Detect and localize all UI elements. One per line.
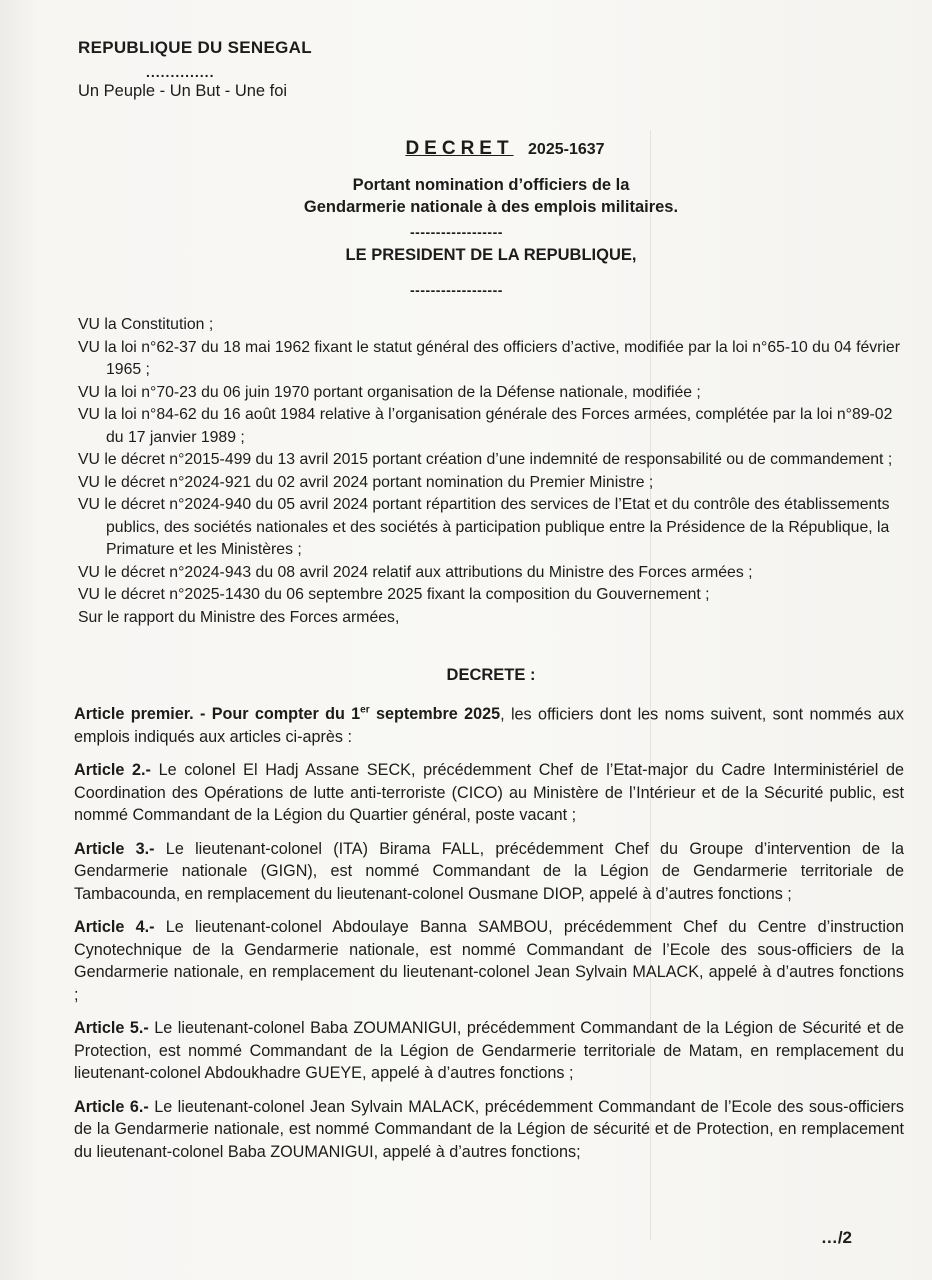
consideration-item: VU le décret n°2024-943 du 08 avril 2024 relatif aux attributions du Ministre des Forces armées ; bbox=[78, 563, 753, 581]
article-5-text: Le lieutenant-colonel Baba ZOUMANIGUI, précédemment Commandant de la Légion de Sécurité et de Protection, est nommé Commandant de la Légion de Gendarmerie territoriale de Matam, en remplacement du lieutenant-colonel Abdoukhadre GUEYE, appelé à d’autres fonctions ; bbox=[74, 1019, 904, 1083]
article-2 bbox=[74, 759, 904, 827]
consideration-item: VU le décret n°2015-499 du 13 avril 2015 portant création d’une indemnité de responsabilité ou de commandement ; bbox=[78, 451, 893, 468]
article-6-text: Le lieutenant-colonel Jean Sylvain MALACK, précédemment Commandant de l’Ecole des sous-officiers de la Gendarmerie nationale, est nommé Commandant de la Légion de sécurité et de Protection, en remplacement du lieutenant-colonel Baba ZOUMANIGUI, appelé à d’autres fonctions; bbox=[74, 1097, 904, 1161]
article-1 bbox=[74, 700, 904, 748]
separator-1: ------------------ bbox=[410, 224, 503, 240]
consideration-item: VU le décret n°2024-921 du 02 avril 2024 portant nomination du Premier Ministre ; bbox=[78, 473, 654, 491]
decree-subject bbox=[0, 174, 932, 218]
article-2-label: Article 2.- bbox=[74, 761, 151, 780]
consideration-item: VU la Constitution ; bbox=[78, 316, 214, 333]
article-6-label: Article 6.- bbox=[74, 1097, 149, 1116]
considerations-list bbox=[78, 314, 904, 629]
article-2-text: Le colonel El Hadj Assane SECK, précédemment Chef de l’Etat-major du Cadre Interministériel de Coordination des Opérations de lutte anti-terroriste (CICO) au Ministère de l’Intérieur et de la Sécurité public, est nommé Commandant de la Légion du Quartier général, poste vacant ; bbox=[74, 761, 904, 825]
article-1-label: Article premier. - Pour compter du 1er septembre 2025 bbox=[74, 705, 501, 724]
letterhead-dots: .............. bbox=[146, 64, 215, 80]
subject-line-2: Gendarmerie nationale à des emplois militaires. bbox=[303, 198, 679, 216]
article-4-label: Article 4.- bbox=[74, 918, 155, 937]
consideration-item: Sur le rapport du Ministre des Forces armées, bbox=[78, 608, 400, 626]
decree-number: 2025-1637 bbox=[528, 141, 605, 158]
president-heading: LE PRESIDENT DE LA REPUBLIQUE, bbox=[345, 246, 637, 264]
article-3 bbox=[74, 838, 904, 906]
letterhead bbox=[78, 38, 312, 101]
consideration-item: VU la loi n°62-37 du 18 mai 1962 fixant le statut général des officiers d’active, modifiée par la loi n°65-10 du 04 février 1965 ; bbox=[78, 338, 900, 378]
consideration-item: VU la loi n°70-23 du 06 juin 1970 portant organisation de la Défense nationale, modifiée ; bbox=[78, 383, 701, 401]
consideration-item: VU le décret n°2024-940 du 05 avril 2024 portant répartition des services de l’Etat et du contrôle des établissements publics, des sociétés nationales et des sociétés à participation publique entre la Présidence de la République, la Primature et les Ministères ; bbox=[78, 496, 890, 558]
article-3-text: Le lieutenant-colonel (ITA) Birama FALL, précédemment Chef du Groupe d’intervention de la Gendarmerie nationale (GIGN), est nommé Commandant de la Légion de Gendarmerie territoriale de Tambacounda, en remplacement du lieutenant-colonel Ousmane DIOP, appelé à d’autres fonctions ; bbox=[74, 839, 904, 903]
national-motto: Un Peuple - Un But - Une foi bbox=[78, 82, 288, 100]
articles-section bbox=[74, 700, 904, 1174]
consideration-item: VU le décret n°2025-1430 du 06 septembre 2025 fixant la composition du Gouvernement ; bbox=[78, 586, 710, 603]
subject-line-1: Portant nomination d’officiers de la bbox=[352, 176, 630, 194]
decrete-heading: DECRETE : bbox=[446, 666, 536, 684]
article-5-label: Article 5.- bbox=[74, 1019, 149, 1038]
article-4-text: Le lieutenant-colonel Abdoulaye Banna SAMBOU, précédemment Chef du Centre d’instruction Cynotechnique de la Gendarmerie nationale, est nommé Commandant de l’Ecole des sous-officiers de la Gendarmerie nationale, en remplacement du lieutenant-colonel Jean Sylvain MALACK, appelé à d’autres fonctions ; bbox=[74, 918, 904, 1004]
article-3-label: Article 3.- bbox=[74, 839, 155, 858]
page-indicator: …/2 bbox=[820, 1228, 852, 1247]
article-6 bbox=[74, 1096, 904, 1164]
article-5 bbox=[74, 1017, 904, 1085]
article-4 bbox=[74, 916, 904, 1006]
article-1-text: , les officiers dont les noms suivent, sont nommés aux emplois indiqués aux articles ci-après : bbox=[74, 705, 904, 746]
decree-word: DECRET bbox=[405, 138, 514, 159]
republic-name: REPUBLIQUE DU SENEGAL bbox=[78, 38, 312, 57]
decree-title bbox=[0, 138, 932, 160]
separator-2: ------------------ bbox=[410, 282, 503, 298]
consideration-item: VU la loi n°84-62 du 16 août 1984 relative à l’organisation générale des Forces armées, complétée par la loi n°89-02 du 17 janvier 1989 ; bbox=[78, 406, 893, 446]
